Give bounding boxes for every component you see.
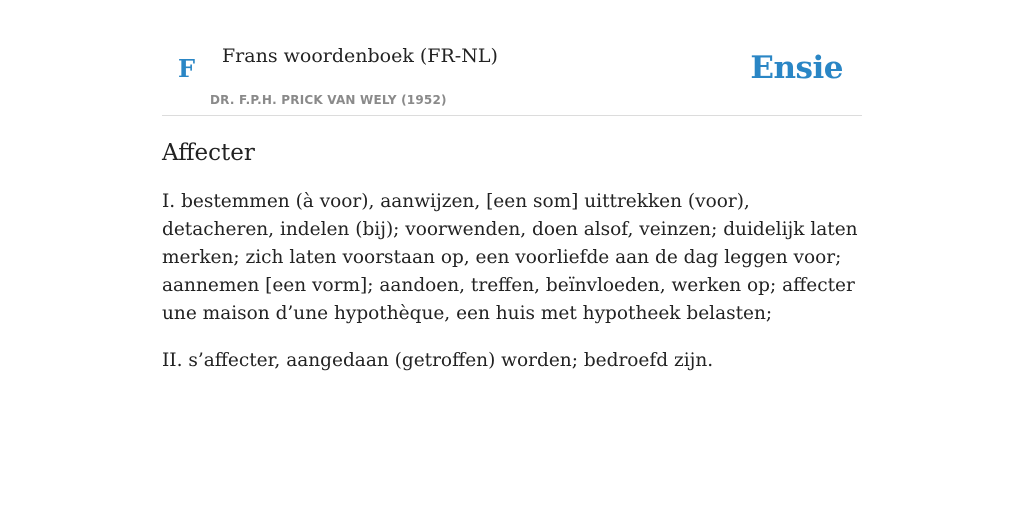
definition-2: II. s’affecter, aangedaan (getroffen) worden; bedroefd zijn.	[162, 350, 714, 371]
book-letter-icon: F	[178, 54, 196, 83]
book-title-link[interactable]: Frans woordenboek (FR-NL)	[222, 45, 498, 67]
definition-1: I. bestemmen (à voor), aanwijzen, [een som] uittrekken (voor), detacheren, indelen (bij); voorwenden, doen alsof, veinzen; duidelijk laten merken; zich laten voorstaan op, een voorliefde aan de dag leggen voor; aannemen [een vorm]; aandoen, treffen, beïnvloeden, werken op; affecter une maison d’une hypothèque, een huis met hypotheek belasten;	[162, 191, 858, 324]
book-author: DR. F.P.H. PRICK VAN WELY (1952)	[210, 93, 447, 107]
entry-headword: Affecter	[162, 140, 255, 166]
dictionary-card	[162, 0, 862, 375]
dictionary-header	[162, 0, 862, 116]
ensie-logo-link[interactable]: Ensie	[750, 50, 843, 86]
